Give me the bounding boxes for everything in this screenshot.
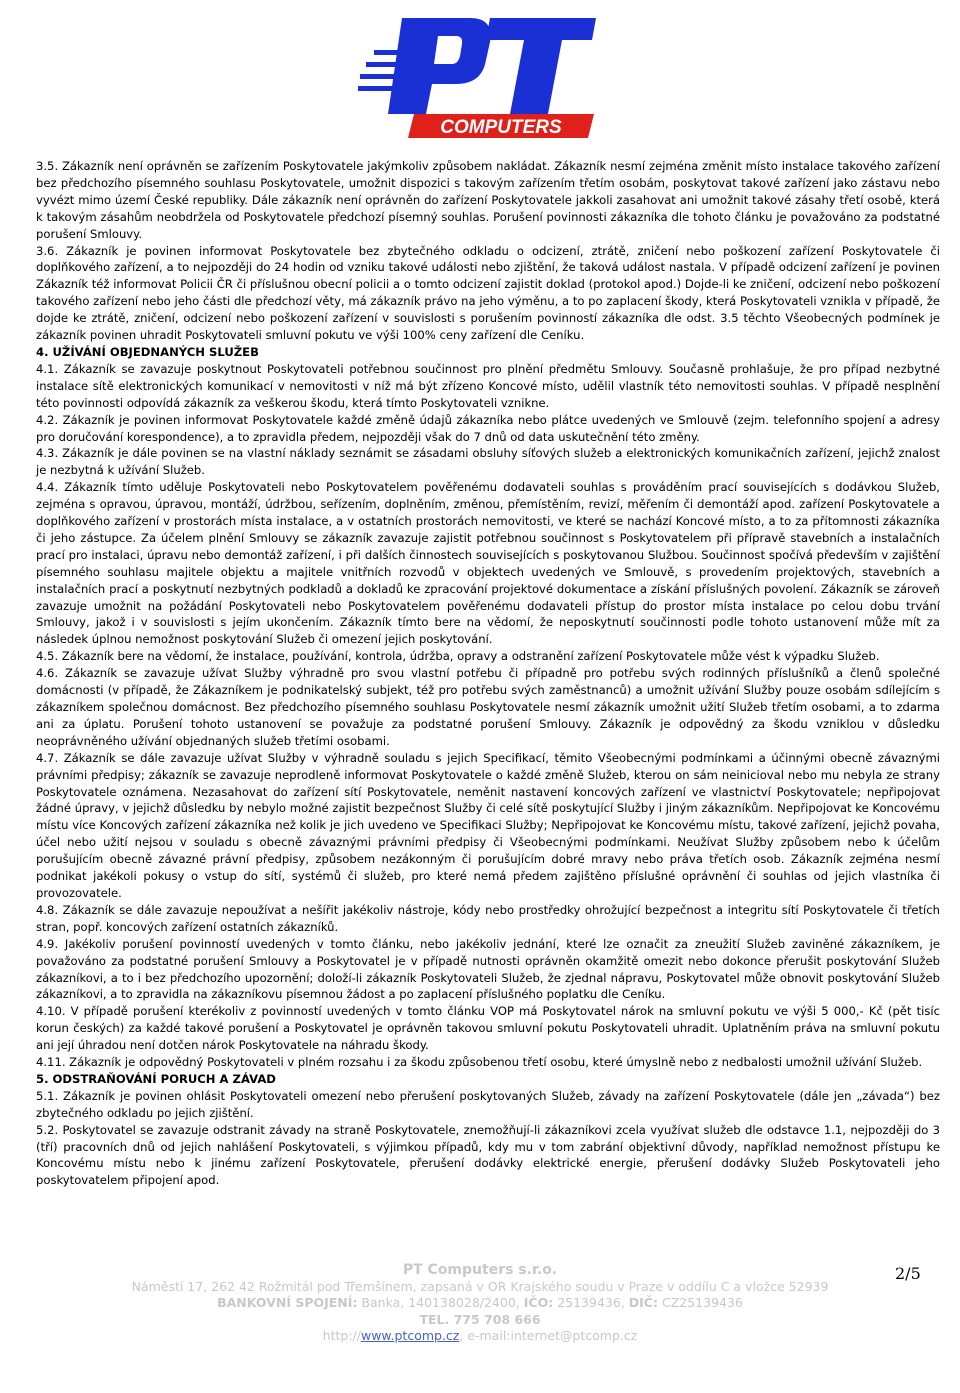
paragraph: 3.5. Zákazník není oprávněn se zařízením Poskytovatele jakýmkoliv způsobem nakládat. Zákazník nesmí zejména změnit místo instalace takového zařízení bez předchozího písemného souhlasu Poskytovatele, umožnit dispozici s takovým zařízením třetím osobám, poskytovat takové zařízení jako zástavu nebo vyvézt mimo území České republiky. Dále zákazník není oprávněn do zařízení Poskytovatele jakkoli zasahovat ani umožnit takové zásahy třetí osobě, která k takovým zásahům neobdržela od Poskytovatele předchozí písemný souhlas. Porušení povinnosti zákazníka dle tohoto článku je považováno za podstatné porušení Smlouvy.: [36, 159, 940, 241]
footer-tel: TEL. 775 708 666: [419, 1311, 541, 1327]
logo-subtext: COMPUTERS: [440, 117, 562, 138]
footer-email: , e-mail:internet@ptcomp.cz: [459, 1328, 638, 1343]
footer-ico-value: 25139436,: [557, 1295, 625, 1310]
page-footer: [0, 1262, 960, 1345]
document-body: [36, 158, 940, 1189]
footer-company: PT Computers s.r.o.: [402, 1262, 558, 1278]
paragraph: 4.5. Zákazník bere na vědomí, že instalace, používání, kontrola, údržba, opravy a odstranění zařízení Poskytovatele může vést k výpadku Služeb.: [36, 649, 880, 664]
footer-ico-label: IČO:: [523, 1295, 554, 1310]
paragraph: 4.6. Zákazník se zavazuje užívat Služby výhradně pro svou vlastní potřebu či případně pro potřebu svých rodinných příslušníků a členů společné domácnosti (v případě, že Zákazníkem je podnikatelský subjekt, též pro potřebu svých zaměstnanců) a umožnit užívání Služby pouze osobám sdílejícím s zákazníkem společnou domácnost. Bez předchozího písemného souhlasu Poskytovatele nesmí zákazník umožnit užití Služeb třetím osobami, a to zdarma ani za úplatu. Porušení tohoto ustanovení se považuje za podstatné porušení Smlouvy. Zákazník je odpovědný za škodu vzniklou v důsledku neoprávněného užívání objednaných služeb třetími osobami.: [36, 666, 940, 748]
footer-bank-value: Banka, 140138028/2400,: [361, 1295, 520, 1310]
paragraph: 3.6. Zákazník je povinen informovat Poskytovatele bez zbytečného odkladu o odcizení, ztrátě, zničení nebo poškození zařízení Poskytovatele či doplňkového zařízení, a to nejpozději do 24 hodin od vzniku takové události nebo zjištění, že taková událost nastala. V případě odcizení zařízení je povinen Zákazník též informovat Policii ČR či příslušnou obecní policii a o tomto odcizení zajistit doklad (protokol apod.) Dojde-li ke zničení, odcizení nebo poškození takového zařízení nebo jeho části dle předchozí věty, má zákazník právo na jeho výměnu, a to po zaplacení škody, která Poskytovateli vznikla v případě, že dojde ke ztrátě, zničení, odcizení nebo poškození zařízení v souvislosti s porušením povinností zákazníka dle odst. 3.5 těchto Všeobecných podmínek je zákazník povinen uhradit Poskytovateli smluvní pokutu ve výši 100% ceny zařízení dle Ceníku.: [36, 243, 940, 343]
pt-computers-logo: [358, 10, 606, 142]
logo-pt-mark: [358, 18, 596, 114]
page-number: 2/5: [895, 1264, 921, 1283]
paragraph: 4.9. Jakékoliv porušení povinností uvedených v tomto článku, nebo jakékoliv jednání, které lze označit za zneužití Služeb zaviněné zákazníkem, je považováno za podstatné porušení Smlouvy a Poskytovatel je v případě nutnosti oprávněn okamžitě omezit nebo dokonce přerušit poskytování Služeb zákazníkovi, a to i bez předchozího upozornění; doloží-li zákazník Poskytovateli Služeb, že zjednal nápravu, Poskytovatel může obnovit poskytování Služeb zákazníkovi, a to zpravidla na zákazníkovu písemnou žádost a po zaplacení příslušného poplatku dle Ceníku.: [36, 936, 940, 1002]
footer-address: Náměstí 17, 262 42 Rožmitál pod Třemšínem, zapsaná v OR Krajského soudu v Praze v oddílu C a vložce 52939: [131, 1278, 829, 1294]
footer-dic-value: CZ25139436: [661, 1295, 743, 1310]
footer-bank-label: BANKOVNÍ SPOJENÍ:: [217, 1295, 358, 1310]
section-heading: 5. ODSTRAŇOVÁNÍ PORUCH A ZÁVAD: [36, 1071, 276, 1086]
paragraph: 5.1. Zákazník je povinen ohlásit Poskytovateli omezení nebo přerušení poskytovaných Služeb, závady na zařízení Poskytovatele (dále jen „závada“) bez zbytečného odkladu po jejich zjištění.: [36, 1088, 940, 1120]
footer-bank: [0, 1295, 960, 1312]
logo-computers-banner: [408, 114, 594, 138]
paragraph: 4.11. Zákazník je odpovědný Poskytovateli v plném rozsahu i za škodu způsobenou třetí osobu, které úmyslně nebo z nedbalosti umožnil užívání Služeb.: [36, 1055, 923, 1070]
paragraph: 4.2. Zákazník je povinen informovat Poskytovatele každé změně údajů zákazníka nebo plátce uvedených ve Smlouvě (zejm. telefonního spojení a adresy pro doručování korespondence), a to zpravidla předem, nejpozději však do 7 dnů od data uskutečnění této změny.: [36, 412, 940, 444]
paragraph: 4.10. V případě porušení kterékoliv z povinností uvedených v tomto článku VOP má Poskytovatel nárok na smluvní pokutu ve výši 5 000,- Kč (pět tisíc korun českých) za každé takové porušení a Poskytovatel je oprávněn takovou smluvní pokutu Poskytovateli uhradit. Uplatněním práva na smluvní pokutu ani její úhradou není dotčen nárok Poskytovatele na náhradu škody.: [36, 1004, 940, 1053]
paragraph: 4.4. Zákazník tímto uděluje Poskytovateli nebo Poskytovatelem pověřenému dodavateli souhlas s prováděním prací souvisejících s dodávkou Služeb, zejména s opravou, úpravou, montáží, údržbou, seřízením, doplněním, změnou, přemístěním, revizí, měřením či demontáží apod. zařízení Poskytovatele a doplňkového zařízení v prostorách místa instalace, a v ostatních prostorách nemovitosti, ve které se nachází Koncové místo, a to za přítomnosti zákazníka či jeho zástupce. Za účelem plnění Smlouvy se zákazník zavazuje zajistit potřebnou součinnost s Poskytovatelem při přípravě stavebních a instalačních prací pro instalaci, úpravu nebo demontáž zařízení, i při dalších činnostech souvisejících s poskytovanou Službou. Součinnost spočívá především v zajištění písemného souhlasu majitele objektu a majitele vnitřních rozvodů v objektech uvedených ve Smlouvě, s provedením projektových, stavebních a instalačních prací a poskytnutí nezbytných podkladů a dokladů ke zpracování projektové dokumentace a získání příslušných povolení. Zákazník se zároveň zavazuje umožnit na požádání Poskytovateli nebo Poskytovatelem pověřenému dodavateli přístup do prostor místa instalace po celou dobu trvání Smlouvy, jakož i v souvislosti s jejím ukončením. Zákazník tímto bere na vědomí, že neposkytnutí součinnosti podle tohoto ustanovení může mít za následek úplnou nemožnost poskytování Služeb či omezení jejich poskytování.: [36, 480, 940, 647]
footer-web: [0, 1328, 960, 1345]
paragraph: 4.3. Zákazník je dále povinen se na vlastní náklady seznámit se zásadami obsluhy síťových služeb a elektronických komunikačních zařízení, jejichž znalost je nezbytná k užívání Služeb.: [36, 446, 940, 478]
section-heading: 4. UŽÍVÁNÍ OBJEDNANÝCH SLUŽEB: [36, 344, 259, 359]
footer-web-prefix: http://: [322, 1328, 361, 1343]
footer-dic-label: DIČ:: [628, 1295, 658, 1310]
paragraph: 4.7. Zákazník se dále zavazuje užívat Služby v výhradně souladu s jejich Specifikací, těmito Všeobecnými podmínkami a účinnými obecně závaznými právními předpisy; zákazník se zavazuje neprodleně informovat Poskytovatele o každé změně Služeb, kterou on sám neinicioval nebo mu nebyla ze strany Poskytovatele oznámena. Nezasahovat do zařízení sítí Poskytovatele, neměnit nastavení koncových zařízení ve vlastnictví Poskytovatele; nepřipojovat žádné úpravy, v jejichž důsledku by nebylo možné zajistit bezpečnost Služby či celé sítě poskytující Služby i jiným zákazníkům. Nepřipojovat ke Koncovému místu více Koncových zařízení zákazníka než kolik je jich uvedeno ve Specifikaci Služby; Nepřipojovat ke Koncovému místu, takové zařízení, jejichž povaha, účel nebo užití nejsou v souladu s obecně závaznými právními předpisy či Všeobecnými podmínkami. Neužívat Služby způsobem nebo k účelům porušujícím obecně závazné právní předpisy, způsobem nezákonným či porušujícím dobré mravy nebo práva třetích osob. Zákazník zejména nesmí podnikat jakékoli pokusy o vstup do sítí, systémů či služeb, pro které nemá předem zajištěno příslušné oprávnění či souhlas od jejich vlastníka či provozovatele.: [36, 750, 940, 900]
website-link[interactable]: www.ptcomp.cz: [360, 1328, 460, 1343]
paragraph: 5.2. Poskytovatel se zavazuje odstranit závady na straně Poskytovatele, znemožňují-li zákazníkovi zcela využívat služeb dle odstavce 1.1, nejpozději do 3 (tří) pracovních dnů od jejich nahlášení Poskytovateli, s výjimkou případů, kdy mu v tom zabrání objektivní důvody, například nemožnost přístupu ke Koncovému místu nebo k jinému zařízení Poskytovatele, přerušení dodávky elektrické energie, přerušení dodávky Služeb Poskytovateli jeho poskytovatelem připojení apod.: [36, 1122, 940, 1188]
paragraph: 4.8. Zákazník se dále zavazuje nepoužívat a nešířit jakékoliv nástroje, kódy nebo prostředky ohrožující bezpečnost a integritu sítí Poskytovatele či třetích stran, popř. koncových zařízení ostatních zákazníků.: [36, 902, 940, 934]
paragraph: 4.1. Zákazník se zavazuje poskytnout Poskytovateli potřebnou součinnost pro plnění předmětu Smlouvy. Současně prohlašuje, že pro případ nezbytné instalace sítě elektronických komunikací v nemovitosti v níž má být zřízeno Koncové místo, udělil vlastník této nemovitosti souhlas. V případě nesplnění této povinnosti odpovídá zákazník za veškerou škodu, která tímto Poskytovateli vznikne.: [36, 361, 940, 410]
